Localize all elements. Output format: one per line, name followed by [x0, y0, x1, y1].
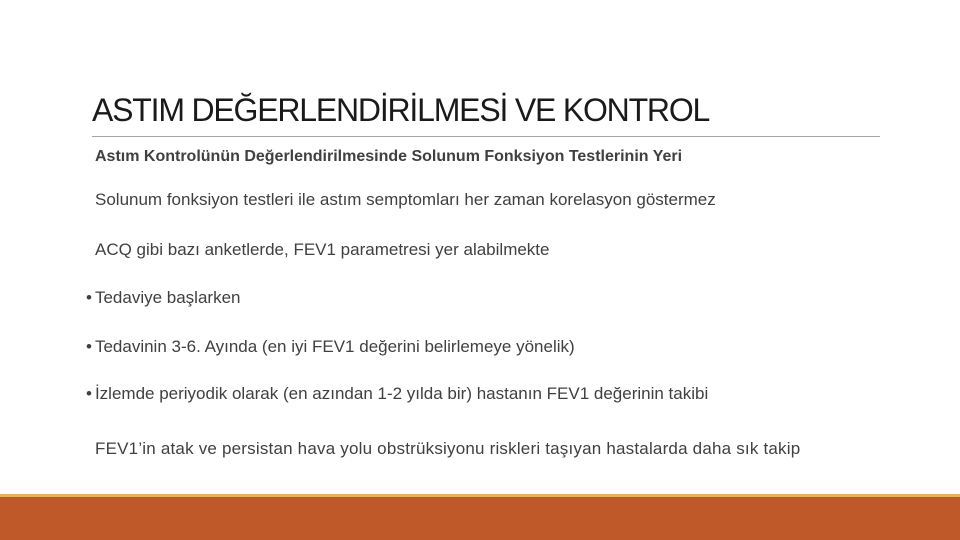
bullet-icon: •: [86, 384, 92, 403]
bullet-item-1: [86, 288, 240, 308]
bullet-icon: •: [86, 337, 92, 356]
bullet-text: Tedavinin 3-6. Ayında (en iyi FEV1 değerini belirlemeye yönelik): [94, 337, 575, 356]
paragraph-2: ACQ gibi bazı anketlerde, FEV1 parametresi yer alabilmekte: [95, 240, 550, 259]
footer-bar: [0, 497, 960, 540]
bullet-icon: •: [86, 288, 92, 307]
slide-subtitle: Astım Kontrolünün Değerlendirilmesinde Solunum Fonksiyon Testlerinin Yeri: [95, 148, 683, 165]
bullet-item-2: [86, 337, 575, 357]
bullet-item-3: [86, 384, 708, 404]
closing-paragraph: FEV1’in atak ve persistan hava yolu obstrüksiyonu riskleri taşıyan hastalarda daha sık takip: [95, 439, 801, 458]
bullet-text: İzlemde periyodik olarak (en azından 1-2 yılda bir) hastanın FEV1 değerinin takibi: [94, 384, 709, 403]
slide-title: ASTIM DEĞERLENDİRİLMESİ VE KONTROL: [92, 92, 710, 128]
title-divider: [92, 136, 880, 137]
bullet-text: Tedaviye başlarken: [94, 288, 241, 307]
paragraph-1: Solunum fonksiyon testleri ile astım semptomları her zaman korelasyon göstermez: [95, 190, 716, 209]
